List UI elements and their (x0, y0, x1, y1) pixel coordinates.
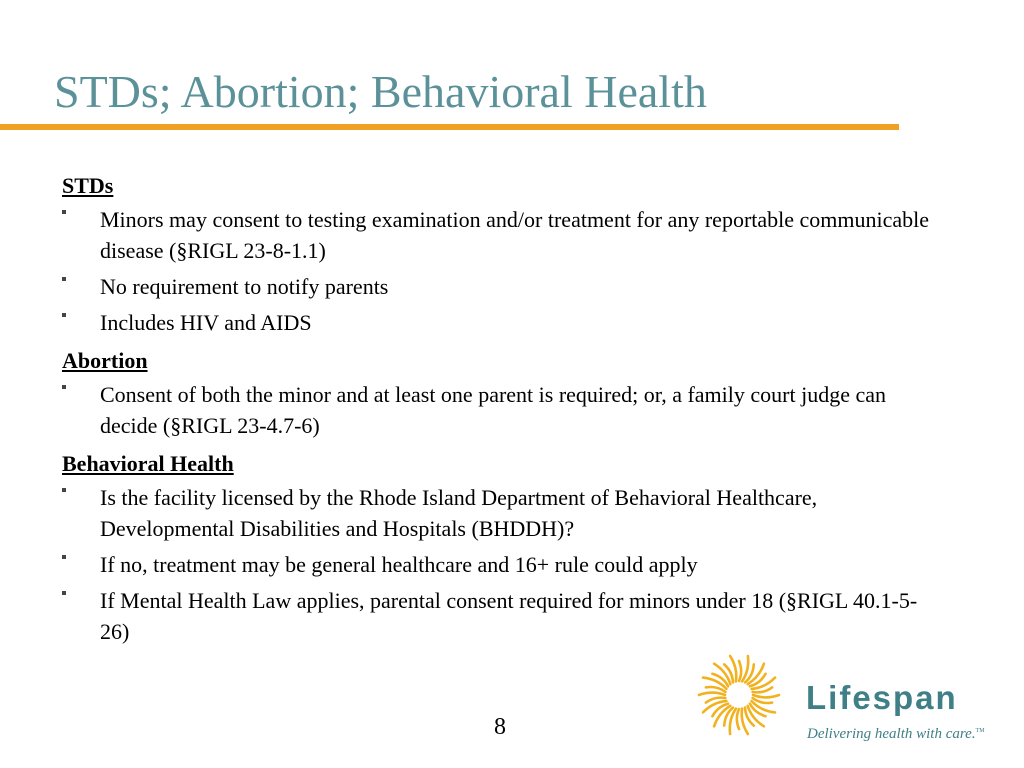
bullet-icon (62, 385, 66, 389)
page-number: 8 (494, 714, 506, 740)
bullet-text: Minors may consent to testing examination and/or treatment for any reportable communicable disease (§RIGL 23-8-1.1) (100, 207, 930, 263)
section-heading-abortion: Abortion (62, 348, 148, 373)
slide-content (62, 168, 932, 652)
sunburst-ray (739, 661, 741, 681)
bullet-text: Consent of both the minor and at least one parent is required; or, a family court judge can decide (§RIGL 23-4.7-6) (100, 382, 886, 438)
bullet-text: If no, treatment may be general healthcare and 16+ rule could apply (100, 552, 698, 577)
bullet-text: No requirement to notify parents (100, 274, 389, 299)
sunburst-ray (699, 693, 725, 695)
list-item (62, 585, 932, 647)
title-divider (0, 124, 899, 130)
logo-tagline (807, 722, 985, 743)
bullet-icon (62, 591, 66, 595)
logo-tagline-text: Delivering health with care. (807, 726, 976, 742)
bullet-icon (62, 488, 66, 492)
bullet-icon (62, 210, 66, 214)
logo-wordmark: Lifespan (806, 679, 958, 716)
bullet-text: Is the facility licensed by the Rhode Island Department of Behavioral Healthcare, Developmental Disabilities and Hospitals (BHDDH)? (100, 485, 818, 541)
sunburst-ray (742, 656, 748, 681)
list-item (62, 307, 932, 338)
list-item (62, 271, 932, 302)
sunburst-ray (753, 698, 773, 703)
bullet-icon (62, 277, 66, 281)
slide-title: STDs; Abortion; Behavioral Health (54, 66, 707, 117)
bullet-text: If Mental Health Law applies, parental consent required for minors under 18 (§RIGL 40.1-5-26) (100, 588, 918, 644)
section-heading-behavioral-health: Behavioral Health (62, 451, 234, 476)
sunburst-ray (706, 687, 726, 692)
sunburst-ray (753, 695, 779, 697)
trademark-mark: TM (975, 728, 985, 734)
sunburst-icon (696, 652, 782, 738)
bullet-icon (62, 313, 66, 317)
list-item (62, 379, 932, 441)
bullet-icon (62, 555, 66, 559)
list-item (62, 204, 932, 266)
section-heading-stds: STDs (62, 173, 114, 198)
list-item (62, 482, 932, 544)
list-item (62, 549, 932, 580)
bullet-text: Includes HIV and AIDS (100, 310, 312, 335)
sunburst-ray (730, 709, 736, 734)
sunburst-ray (737, 709, 739, 729)
